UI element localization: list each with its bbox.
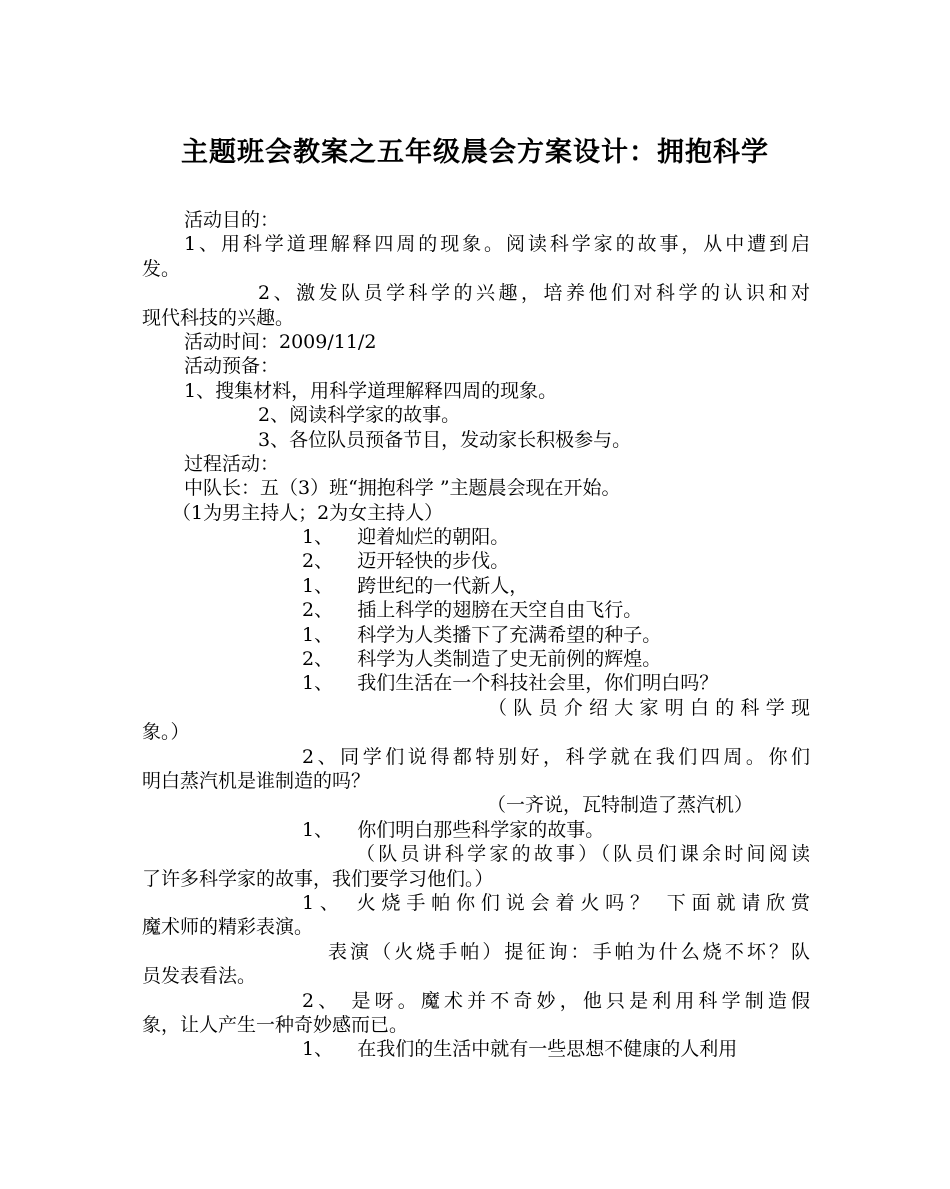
text-line: 1、 你们明白那些科学家的故事。 [302,818,605,841]
text-line: 中队长：五（3）班“拥抱科学 ”主题晨会现在开始。 [184,477,621,500]
text-line: 1、 跨世纪的一代新人， [302,574,529,597]
text-line: 1、 科学为人类播下了充满希望的种子。 [302,623,662,646]
text-line: 现代科技的兴趣。 [142,306,295,329]
text-line: 3、各位队员预备节目，发动家长积极参与。 [258,428,632,451]
document-title: 主题班会教案之五年级晨会方案设计：拥抱科学 [181,137,769,168]
text-line: （一齐说，瓦特制造了蒸汽机） [487,794,754,817]
text-line: （队员介绍大家明白的科学现 [488,696,810,719]
text-line: 2、同学们说得都特别好，科学就在我们四周。你们 [302,745,810,768]
text-line: （1为男主持人；2为女主持人） [172,501,444,524]
text-line: 2、 是呀。魔术并不奇妙，他只是利用科学制造假 [302,989,810,1012]
text-line: 象。） [142,721,190,744]
text-line: 2、 插上科学的翅膀在天空自由飞行。 [302,599,643,622]
text-line: 魔术师的精彩表演。 [142,916,314,939]
text-line: 2、激发队员学科学的兴趣，培养他们对科学的认识和对 [258,282,810,305]
text-line: 活动目的： [184,209,280,231]
text-line: 2、 科学为人类制造了史无前例的辉煌。 [302,648,662,671]
text-line: 1、搜集材料，用科学道理解释四周的现象。 [184,379,558,402]
text-line: 员发表看法。 [142,965,257,988]
text-line: （队员讲科学家的故事）（队员们课余时间阅读 [356,843,810,866]
text-line: 1、 在我们的生活中就有一些思想不健康的人利用 [302,1038,738,1061]
text-line: 1、 迎着灿烂的朝阳。 [302,526,510,549]
text-line: 2、阅读科学家的故事。 [258,404,461,427]
document-body [142,208,810,1062]
text-line: 2、 迈开轻快的步伐。 [302,550,510,573]
text-line: 了许多科学家的故事，我们要学习他们。） [142,867,494,890]
text-line: 活动时间：2009/11/2 [184,330,377,353]
text-line: 过程活动： [184,452,280,475]
text-line: 象，让人产生一种奇妙感而已。 [142,1013,409,1036]
text-line: 1、 火烧手帕你们说会着火吗？ 下面就请欣赏 [302,891,810,914]
text-line: 1、 我们生活在一个科技社会里，你们明白吗？ [302,672,719,695]
text-line: 表演（火烧手帕）提征询：手帕为什么烧不坏？队 [328,940,810,963]
text-line: 发。 [142,257,181,280]
text-line: 1、用科学道理解释四周的现象。阅读科学家的故事，从中遭到启 [184,233,810,256]
text-line: 明白蒸汽机是谁制造的吗？ [142,769,371,792]
text-line: 活动预备： [184,355,280,378]
